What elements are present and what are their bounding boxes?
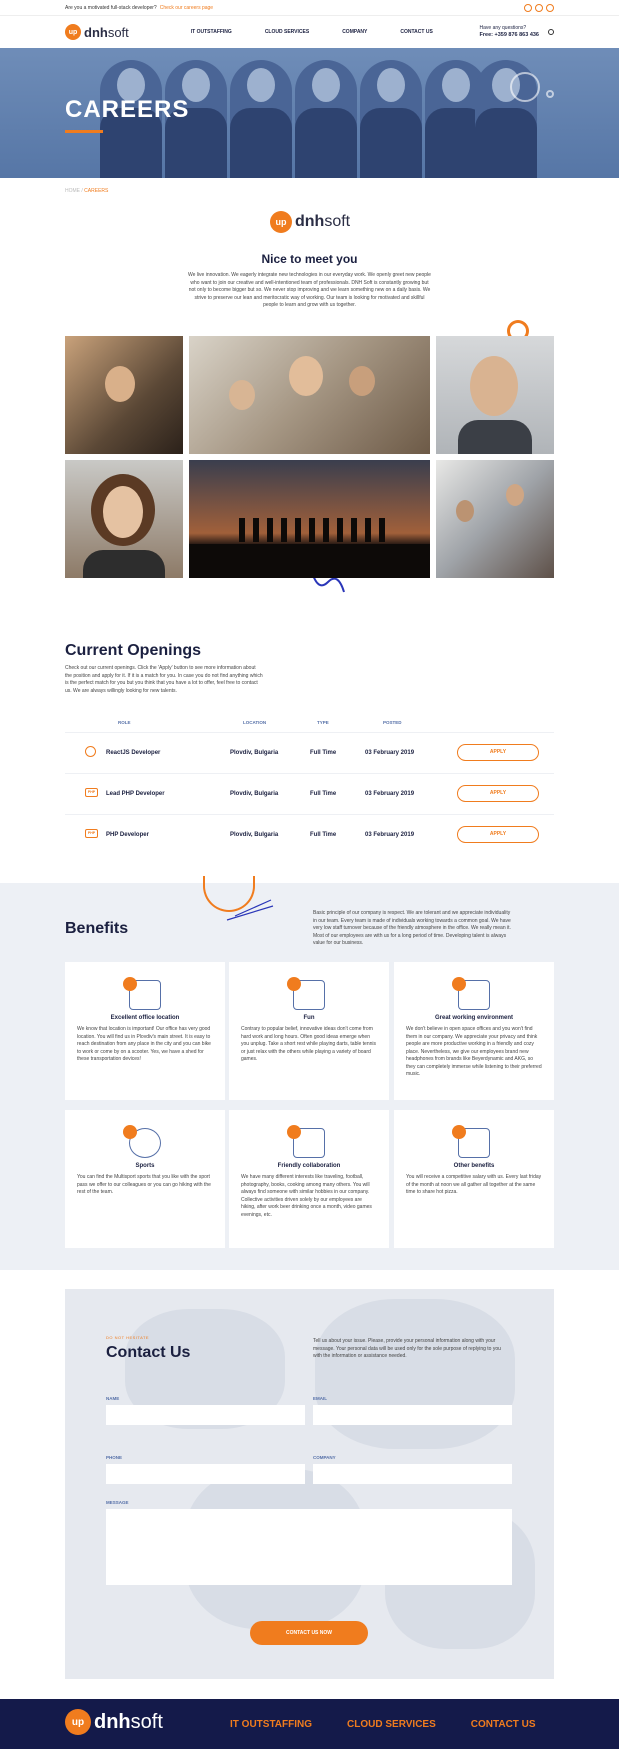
- phone-input[interactable]: [106, 1464, 305, 1484]
- message-label: MESSAGE: [106, 1500, 129, 1505]
- breadcrumb-home[interactable]: HOME: [65, 188, 80, 194]
- section-logo: [270, 211, 350, 233]
- benefit-text: You can find the Multisport sports that you like with the sport pass we offer to our colleagues or you can go hiking with the rest of the team.: [77, 1174, 211, 1195]
- phone-label: PHONE: [106, 1455, 123, 1460]
- table-row: [65, 773, 554, 813]
- name-label: NAME: [106, 1396, 120, 1401]
- hero-person: [230, 60, 292, 178]
- hero-banner: [0, 48, 619, 178]
- benefit-text: You will receive a competitive salary with us. Every last friday of the month at noon we all gather all together at the same time to share hot pizza.: [406, 1174, 542, 1195]
- phone-label: Have any questions?: [479, 25, 527, 31]
- footer-link-contact-us[interactable]: CONTACT US: [470, 1719, 536, 1730]
- col-location: LOCATION: [243, 720, 267, 725]
- job-role: PHP Developer: [106, 832, 149, 838]
- decor-lines: [225, 898, 275, 922]
- phone-number: Free: +359 876 863 436: [479, 32, 539, 38]
- openings-text: Check out our current openings. Click the 'Apply' button to see more information about the position and apply for it. If it is a match for you. In case you do not find anything which is the perfect match for you but you think that you have a lot to offer, feel free to contact us. We are always willingly looking for new talents.: [65, 665, 263, 694]
- team-photo: [189, 460, 430, 578]
- facebook-icon[interactable]: [524, 4, 532, 12]
- team-photo: [436, 336, 554, 454]
- intro-text: We live innovation. We eagerly integrate new technologies in our everyday work. We openly greet new people who want to join our creative and well-intentioned team of professionals. DNH Soft is constantly growing but not only to become bigger but so. We never stop improving and we learn something new on a daily basis. We strive to preserve our lean and meritocratic way of working. Our team is looking for motivated and skillful people to learn and grow with us together.: [188, 272, 431, 308]
- logo-text: dnhsoft: [84, 24, 129, 40]
- nav-item-it-outstaffing[interactable]: IT OUTSTAFFING: [190, 29, 232, 35]
- logo-text: dnhsoft: [295, 213, 351, 230]
- footer-logo[interactable]: [65, 1709, 163, 1735]
- team-photo: [189, 336, 430, 454]
- team-photo: [65, 460, 183, 578]
- benefit-card: [229, 1110, 389, 1248]
- job-role: Lead PHP Developer: [106, 791, 165, 797]
- job-posted: 03 February 2019: [365, 750, 415, 756]
- nav-item-cloud-services[interactable]: CLOUD SERVICES: [264, 29, 310, 35]
- contact-submit-button[interactable]: CONTACT US NOW: [250, 1621, 368, 1645]
- benefit-text: We have many different interests like traveling, football, photography, books, cooking among many others. You will always find someone with similar hobbies in our company. Collective activities driven solely by our employees are hiking, after work beer drinking once a month, video games evenings, etc.: [241, 1174, 372, 1218]
- nav-item-contact-us[interactable]: CONTACT US: [400, 29, 433, 35]
- company-label: COMPANY: [313, 1455, 336, 1460]
- benefit-title: Fun: [303, 1015, 315, 1021]
- benefits-title: Benefits: [65, 920, 129, 937]
- react-icon: [85, 746, 96, 757]
- announcement-text: Are you a motivated full-stack developer?: [65, 4, 157, 11]
- careers-link[interactable]: Check our careers page: [159, 4, 214, 11]
- email-input[interactable]: [313, 1405, 512, 1425]
- job-posted: 03 February 2019: [365, 791, 415, 797]
- decor-ring: [546, 90, 554, 98]
- footer-link-cloud-services[interactable]: CLOUD SERVICES: [347, 1719, 436, 1730]
- benefit-card: [394, 1110, 554, 1248]
- php-icon: PHP: [85, 788, 98, 797]
- logo-text: dnhsoft: [94, 1710, 163, 1733]
- contact-title: Contact Us: [106, 1344, 191, 1361]
- benefit-text: Contrary to popular belief, innovative ideas don't come from hard work and long hours. Often good ideas emerge when you unplug. Take a short rest while playing darts, table tennis or just relax with the others while playing a variety of board games.: [241, 1026, 376, 1062]
- benefit-title: Great working environment: [434, 1015, 513, 1021]
- breadcrumb-current: CAREERS: [84, 188, 109, 194]
- benefit-card: [229, 962, 389, 1100]
- job-type: Full Time: [310, 750, 337, 756]
- instagram-icon[interactable]: [546, 4, 554, 12]
- hero-person: [295, 60, 357, 178]
- search-icon[interactable]: [548, 29, 554, 35]
- table-row: [65, 732, 554, 772]
- decor-ring: [510, 72, 540, 102]
- footer: [0, 1699, 619, 1749]
- col-role: ROLE: [118, 720, 131, 725]
- team-photo: [436, 460, 554, 578]
- logo-mark: up: [270, 211, 292, 233]
- benefit-title: Sports: [135, 1163, 155, 1169]
- benefit-title: Friendly collaboration: [277, 1163, 341, 1169]
- apply-button[interactable]: APPLY: [457, 744, 539, 761]
- benefit-title: Other benefits: [453, 1163, 495, 1169]
- benefit-card: [65, 962, 225, 1100]
- email-label: EMAIL: [313, 1396, 327, 1401]
- linkedin-icon[interactable]: [535, 4, 543, 12]
- nav-item-company[interactable]: COMPANY: [342, 29, 368, 35]
- apply-button[interactable]: APPLY: [457, 785, 539, 802]
- job-location: Plovdiv, Bulgaria: [230, 791, 279, 797]
- breadcrumb: HOME / CAREERS: [65, 188, 109, 194]
- title-underline: [65, 130, 103, 133]
- benefits-text: Basic principle of our company is respect. We are tolerant and we appreciate individuality in our team. Every team is made of individuals working towards a common goal. We have very low staff turnover because of the friendly atmosphere in the office. We really mean it. Most of our employees are with us for a long period of time. Developing talent is always value for our business.: [313, 910, 511, 946]
- benefit-title: Excellent office location: [110, 1015, 180, 1021]
- social-links: [524, 4, 554, 12]
- openings-title: Current Openings: [65, 642, 202, 659]
- job-type: Full Time: [310, 791, 337, 797]
- job-type: Full Time: [310, 832, 337, 838]
- table-row: [65, 814, 554, 854]
- team-photo: [65, 336, 183, 454]
- col-type: TYPE: [317, 720, 329, 725]
- main-navigation: [0, 16, 619, 48]
- top-announcement-bar: [0, 0, 619, 16]
- name-input[interactable]: [106, 1405, 305, 1425]
- phone-block[interactable]: [480, 25, 539, 39]
- contact-text: Tell us about your issue. Please, provide your personal information along with your message. Your personal data will be used only for the sole purpose of replying to you with the information or assistance needed.: [313, 1338, 501, 1359]
- nav-menu: [191, 29, 433, 35]
- hero-person: [360, 60, 422, 178]
- logo-mark: up: [65, 1709, 91, 1735]
- footer-links: [230, 1719, 536, 1730]
- benefit-text: We know that location is important! Our office has very good location. You will find us in Plovdiv's main street. It is easy to reach destination from any place in the city and you can bike to work or come by on a scooter. Yes, we have a shed for these transportation devices!: [77, 1026, 211, 1062]
- benefit-card: [65, 1110, 225, 1248]
- message-textarea[interactable]: [106, 1509, 512, 1585]
- benefit-text: We don't believe in open space offices and you won't find them in our company. We appreciate your privacy and think people are more productive working in a friendly and cozy place. Nevertheless, we give our employees brand new headphones from brands like Beyerdynamic and AKG, so they can completely immerse while listening to their preferred music.: [406, 1026, 542, 1077]
- job-location: Plovdiv, Bulgaria: [230, 750, 279, 756]
- page-title: CAREERS: [65, 96, 190, 123]
- apply-button[interactable]: APPLY: [457, 826, 539, 843]
- site-logo[interactable]: [65, 24, 129, 40]
- php-icon: PHP: [85, 829, 98, 838]
- job-role: ReactJS Developer: [106, 750, 161, 756]
- footer-link-it-outstaffing[interactable]: IT OUTSTAFFING: [230, 1719, 313, 1730]
- job-location: Plovdiv, Bulgaria: [230, 832, 279, 838]
- contact-eyebrow: DO NOT HESITATE: [106, 1335, 150, 1340]
- job-posted: 03 February 2019: [365, 832, 415, 838]
- intro-title: Nice to meet you: [261, 252, 358, 266]
- benefit-card: [394, 962, 554, 1100]
- company-input[interactable]: [313, 1464, 512, 1484]
- col-posted: POSTED: [383, 720, 402, 725]
- logo-mark: up: [65, 24, 81, 40]
